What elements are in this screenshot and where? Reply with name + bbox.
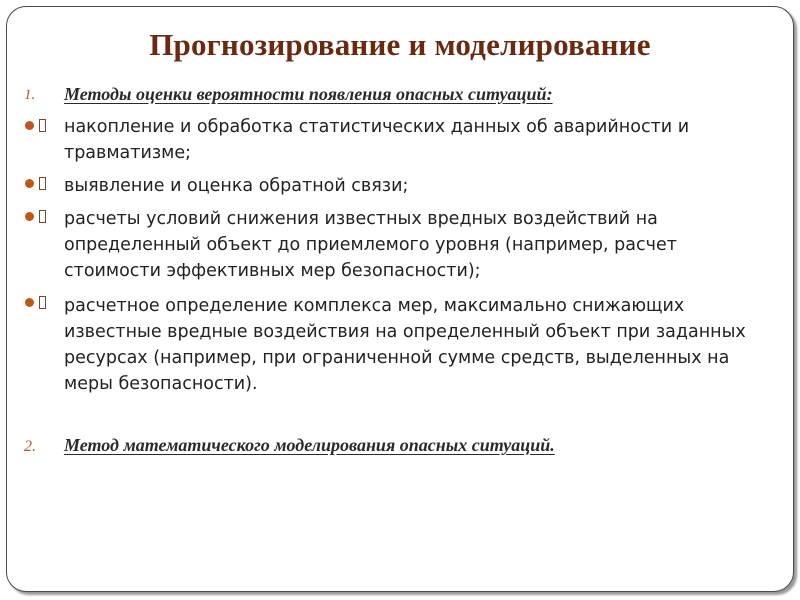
missing-glyph-box-icon <box>39 296 46 309</box>
missing-glyph-box-icon <box>39 119 46 132</box>
list-item-1: накопление и обработка статистических данных об аварийности и травматизме; <box>64 117 690 163</box>
orange-circle-bullet-icon <box>25 121 34 130</box>
list-item-2: выявление и оценка обратной связи; <box>64 176 409 196</box>
slide-title: Прогнозирование и моделирование <box>149 27 651 62</box>
bullet-3 <box>24 210 58 224</box>
orange-circle-bullet-icon <box>25 179 34 188</box>
missing-glyph-box-icon <box>39 177 46 190</box>
list-item-3: расчеты условий снижения известных вредных воздействий на определенный объект до приемлемого уровня (например, расчет стоимости эффективных мер безопасности); <box>64 209 677 281</box>
list-item-4: расчетное определение комплекса мер, максимально снижающих известные вредные воздействия на определенный объект при заданных ресурсах (например, при ограниченной сумме средств, выделенных на меры безопасности). <box>64 296 746 394</box>
orange-circle-bullet-icon <box>25 298 34 307</box>
orange-circle-bullet-icon <box>25 212 34 221</box>
section-1-number: 1. <box>24 87 36 103</box>
section-2-heading: Метод математического моделирования опасных ситуаций. <box>64 435 555 455</box>
bullet-1 <box>24 119 58 133</box>
bullet-4 <box>24 296 58 310</box>
missing-glyph-box-icon <box>39 210 46 223</box>
bullet-2 <box>24 177 58 191</box>
section-2-number: 2. <box>24 438 36 455</box>
section-1-heading: Методы оценки вероятности появления опасных ситуаций: <box>64 84 553 104</box>
